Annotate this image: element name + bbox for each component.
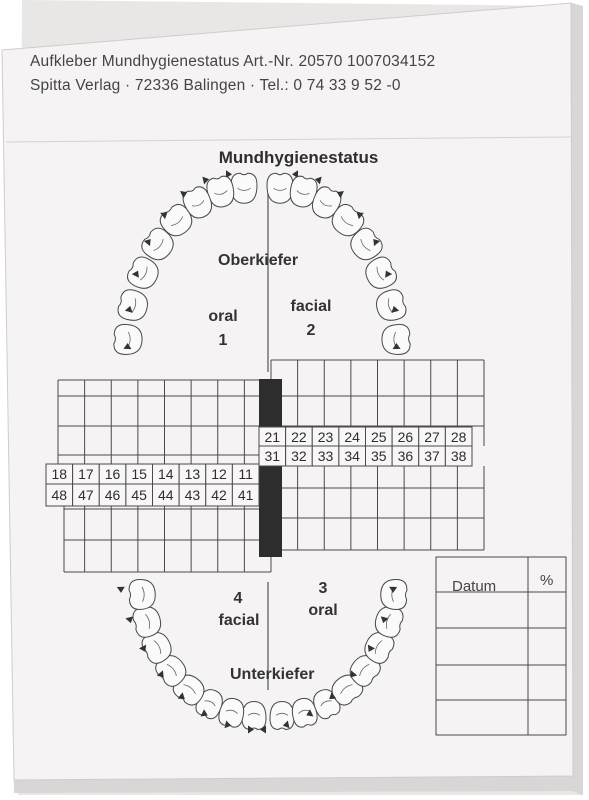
tooth-number-label: 47 bbox=[78, 487, 94, 503]
tooth-number-label: 13 bbox=[184, 466, 201, 482]
tooth-number-label: 32 bbox=[291, 448, 307, 464]
upper-right-number: 2 bbox=[306, 322, 316, 339]
lower-jaw-label: Unterkiefer bbox=[230, 666, 315, 683]
tooth-number-label: 31 bbox=[264, 448, 281, 464]
tooth-number-label: 35 bbox=[371, 448, 387, 464]
tooth-number-label: 42 bbox=[211, 487, 227, 503]
tooth-number-label: 17 bbox=[78, 466, 94, 482]
header-article-line: Aufkleber Mundhygienestatus Art.-Nr. 20570 1007034152 bbox=[30, 53, 436, 70]
date-column-header: Datum bbox=[452, 578, 497, 595]
tooth-number-label: 22 bbox=[291, 429, 307, 445]
tooth-outline bbox=[242, 701, 266, 729]
tooth-number-label: 18 bbox=[51, 466, 68, 482]
tooth-number-label: 16 bbox=[104, 466, 121, 482]
tooth-number-label: 45 bbox=[131, 487, 147, 503]
midline-bar bbox=[259, 379, 282, 557]
pad-top-sheet bbox=[2, 3, 573, 780]
tooth-outline bbox=[129, 579, 156, 610]
tooth-number-label: 44 bbox=[158, 487, 174, 503]
tooth-number-label: 27 bbox=[424, 429, 440, 445]
tooth-number-label: 37 bbox=[424, 448, 440, 464]
header-publisher-line: Spitta Verlag · 72336 Balingen · Tel.: 0 74 33 9 52 -0 bbox=[30, 77, 401, 94]
tooth-number-label: 11 bbox=[238, 466, 253, 482]
tooth-number-label: 33 bbox=[317, 448, 334, 464]
tooth-number-label: 24 bbox=[344, 429, 360, 445]
tooth-number-label: 38 bbox=[450, 448, 467, 464]
tooth-outline bbox=[231, 173, 257, 203]
tooth-number-label: 43 bbox=[184, 487, 201, 503]
tooth-number-label: 25 bbox=[371, 429, 387, 445]
tooth-number-label: 14 bbox=[158, 466, 174, 482]
tooth-outline bbox=[270, 701, 294, 729]
tooth-number-label: 48 bbox=[51, 487, 68, 503]
lower-left-label: facial bbox=[218, 612, 260, 629]
tooth-number-label: 15 bbox=[131, 466, 147, 482]
upper-left-label: oral bbox=[208, 308, 238, 325]
tooth-number-label: 41 bbox=[237, 487, 254, 503]
percent-column-header: % bbox=[540, 572, 554, 589]
tooth-outline bbox=[267, 173, 293, 203]
tooth-outline bbox=[381, 324, 410, 355]
lower-right-label: oral bbox=[308, 602, 338, 619]
upper-right-label: facial bbox=[290, 298, 332, 315]
upper-left-number: 1 bbox=[218, 332, 228, 349]
tooth-outline bbox=[114, 324, 143, 355]
tooth-number-label: 12 bbox=[211, 466, 227, 482]
upper-jaw-label: Oberkiefer bbox=[218, 252, 299, 269]
tooth-number-label: 23 bbox=[317, 429, 334, 445]
lower-right-number: 3 bbox=[318, 580, 328, 597]
tooth-number-label: 36 bbox=[397, 448, 414, 464]
tooth-number-label: 26 bbox=[397, 429, 414, 445]
tooth-number-label: 46 bbox=[104, 487, 121, 503]
tooth-number-label: 28 bbox=[450, 429, 467, 445]
page-title: Mundhygienestatus bbox=[218, 148, 379, 167]
tooth-outline bbox=[380, 579, 407, 610]
tooth-number-label: 21 bbox=[264, 429, 281, 445]
lower-left-number: 4 bbox=[233, 590, 243, 607]
tooth-number-label: 34 bbox=[344, 448, 360, 464]
